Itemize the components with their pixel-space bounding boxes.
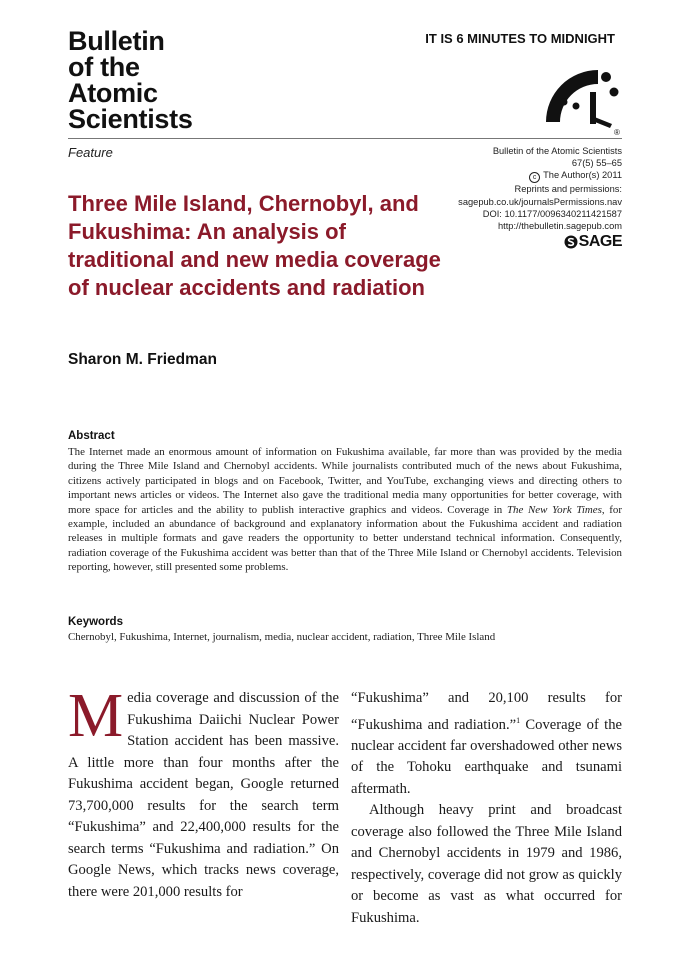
copyright-text: The Author(s) 2011 bbox=[543, 170, 622, 181]
registered-mark: ® bbox=[614, 128, 620, 137]
abstract-text-part-1: The Internet made an enormous amount of information on Fukushima available, far more than was provided by the media during the Three Mile Island and Chernobyl accidents. While journalists contributed much of the news about Fukushima, citizens actively participated in blogs and on Facebook, Twitter, and YouTube, exchanging views and directing others to important news articles or videos. The Internet also gave the traditional media many opportunities for better coverage, with more space for articles and the ability to publish interactive graphics and videos. Coverage in bbox=[68, 446, 622, 516]
publisher-logo bbox=[564, 235, 622, 249]
body-paragraph-1-continued bbox=[351, 688, 622, 800]
abstract-publication-name: The New York Times bbox=[506, 503, 602, 516]
masthead-line-1: Bulletin bbox=[68, 26, 165, 56]
masthead-line-3: Atomic bbox=[68, 78, 158, 108]
body-paragraph-1-text: edia coverage and discussion of the Fukushima Daiichi Nuclear Power Station accident has been massive. A little more than four months after the Fukushima accident began, Google returned 73,700,000 results for the search term “Fukushima” and 22,400,000 results for the search terms “Fukushima and radiation.” On Google News, which tracks news coverage, there were 201,000 results for bbox=[68, 690, 339, 900]
sage-s-icon bbox=[564, 235, 578, 249]
masthead-line-4: Scientists bbox=[68, 104, 193, 134]
reprints-label: Reprints and permissions: bbox=[514, 184, 622, 195]
journal-name: Bulletin of the Atomic Scientists bbox=[492, 146, 622, 156]
header-divider bbox=[68, 138, 622, 139]
doomsday-clock-headline: IT IS 6 MINUTES TO MIDNIGHT bbox=[425, 31, 615, 46]
body-paragraph-1-cont-text-2: Coverage of the nuclear accident far overshadowed other news of the Tohoku earthquake and tsunami aftermath. bbox=[351, 716, 622, 797]
body-column-right bbox=[351, 688, 622, 929]
author-name: Sharon M. Friedman bbox=[68, 351, 217, 368]
journal-masthead bbox=[68, 28, 193, 132]
drop-cap: M bbox=[68, 682, 124, 750]
body-column-left bbox=[68, 682, 339, 903]
reprints-url[interactable]: sagepub.co.uk/journalsPermissions.nav bbox=[458, 196, 622, 207]
copyright-line bbox=[402, 169, 622, 183]
doomsday-clock-icon bbox=[538, 62, 624, 138]
publisher-name: SAGE bbox=[578, 233, 622, 251]
body-paragraph-1-cont-text: “Fukushima” and 20,100 results for “Fukushima and radiation.” bbox=[351, 690, 622, 733]
body-paragraph-2: Although heavy print and broadcast coverage also followed the Three Mile Island and Chernobyl accidents in 1979 and 1986, respectively, coverage did not grow as quickly or become as vast as what occurred for Fukushima. bbox=[351, 802, 622, 926]
abstract-text bbox=[68, 445, 622, 575]
keywords-list: Chernobyl, Fukushima, Internet, journalism, media, nuclear accident, radiation, Three Mile Island bbox=[68, 631, 496, 643]
journal-volume: 67(5) 55–65 bbox=[571, 158, 622, 169]
masthead-line-2: of the bbox=[68, 52, 140, 82]
body-paragraph-1 bbox=[68, 682, 339, 903]
copyright-icon: c bbox=[529, 172, 540, 183]
abstract-heading: Abstract bbox=[68, 430, 115, 442]
section-label: Feature bbox=[68, 145, 113, 160]
abstract-text-part-2: , for example, included an abundance of background and explanatory information about the Fukushima accident and radiation releases in multiple formats and gave readers the opportunity to better understand technical information. Consequently, radiation coverage of the Fukushima accident was better than that of the Three Mile Island or Chernobyl accidents. Television reporting, however, still presented some problems. bbox=[68, 503, 622, 574]
footnote-reference[interactable]: 1 bbox=[516, 715, 521, 725]
doi[interactable]: DOI: 10.1177/0096340211421587 bbox=[482, 208, 622, 219]
article-title: Three Mile Island, Chernobyl, and Fukushima: An analysis of traditional and new media coverage of nuclear accidents and radiation bbox=[68, 191, 441, 300]
keywords-heading: Keywords bbox=[68, 616, 123, 628]
journal-site-url[interactable]: http://thebulletin.sagepub.com bbox=[497, 221, 622, 232]
